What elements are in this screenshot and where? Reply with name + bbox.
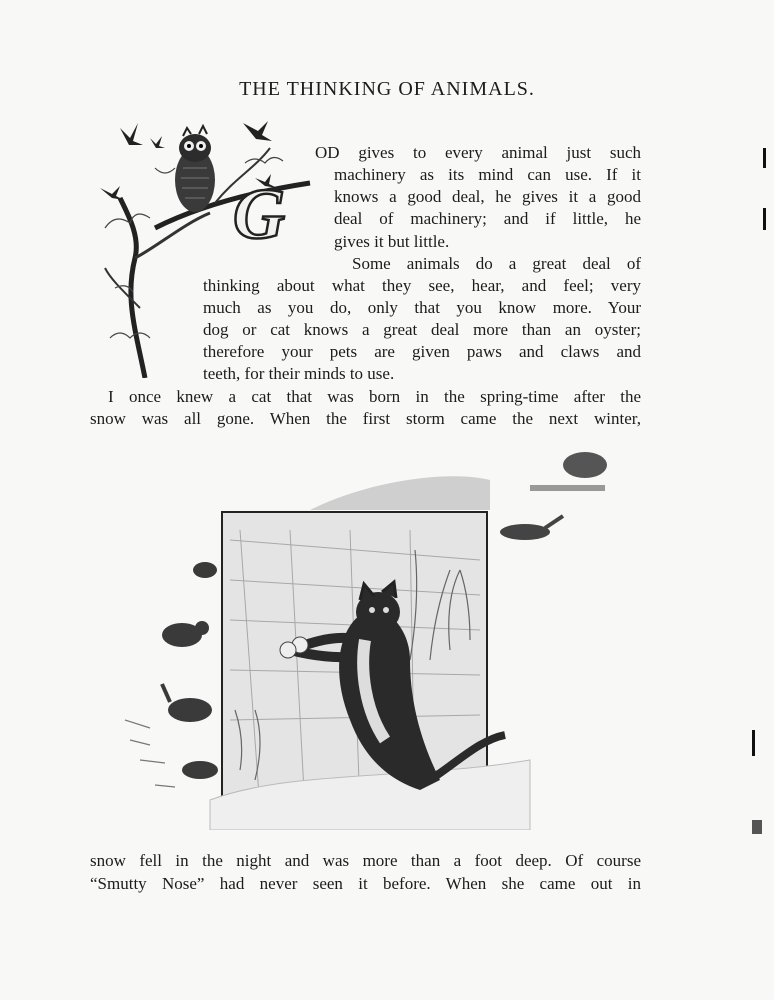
cat-snow-illustration [110,440,630,830]
margin-mark [752,820,762,834]
paragraph-2-line-3: much as you do, only that you know more. Your [203,298,641,317]
paragraph-4-line-2: “Smutty Nose” had never seen it before. When she came out in [90,874,641,893]
paragraph-2-line-6: teeth, for their minds to use. [203,364,395,383]
margin-mark [752,730,755,756]
paragraph-2-line-1: Some animals do a great deal of [352,254,641,273]
paragraph-2-line-5: therefore your pets are given paws and claws and [203,342,641,361]
paragraph-1-line-1: OD gives to every animal just such [315,143,641,162]
margin-mark [763,148,766,168]
page-title: THE THINKING OF ANIMALS. [239,78,535,100]
margin-mark [763,208,766,230]
paragraph-3-line-2: snow was all gone. When the first storm came the next winter, [90,409,641,428]
paragraph-1-line-3: knows a good deal, he gives it a good [334,187,641,206]
paragraph-1-line-2: machinery as its mind can use. If it [334,165,641,184]
paragraph-4-line-1: snow fell in the night and was more than a foot deep. Of course [90,851,641,870]
paragraph-2-line-4: dog or cat knows a great deal more than an oyster; [203,320,641,339]
initial-letter-g: G [233,174,285,254]
paragraph-2-line-2: thinking about what they see, hear, and feel; very [203,276,641,295]
paragraph-1-line-5: gives it but little. [334,232,450,251]
paragraph-1-line-4: deal of machinery; and if little, he [334,209,641,228]
paragraph-3-line-1: I once knew a cat that was born in the spring-time after the [108,387,641,406]
